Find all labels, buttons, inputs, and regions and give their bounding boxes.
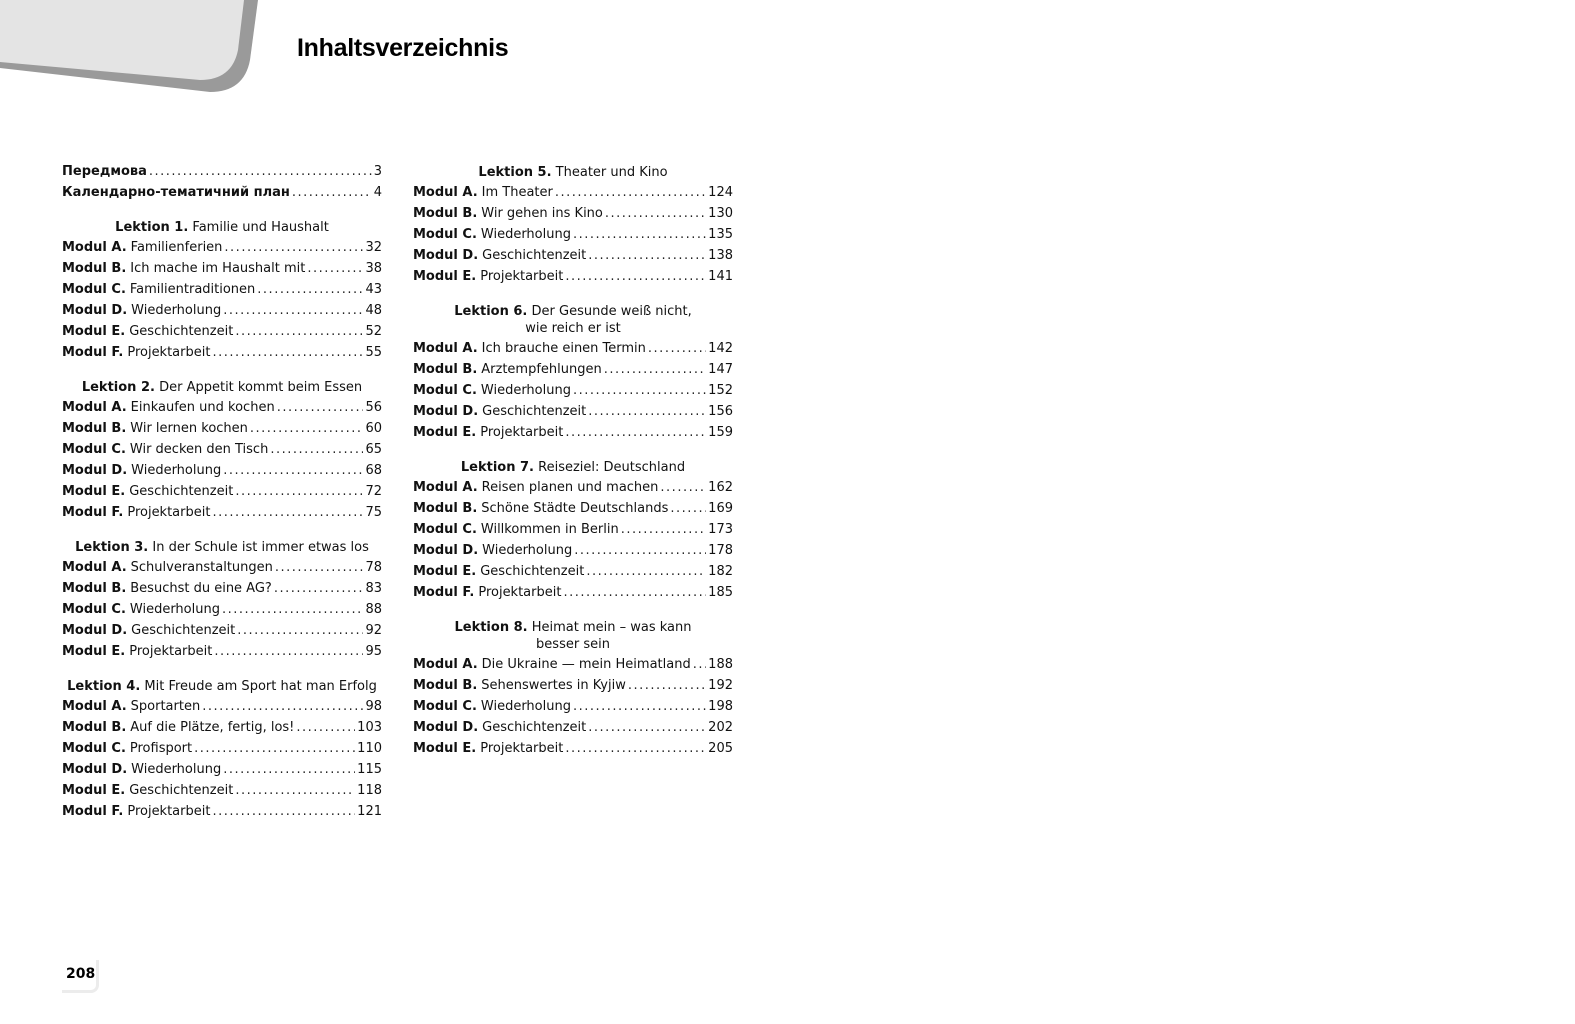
toc-entry-module[interactable] bbox=[62, 581, 382, 602]
module-label: Modul F. bbox=[413, 585, 475, 600]
module-label: Modul D. bbox=[413, 543, 479, 558]
module-page: 88 bbox=[365, 602, 382, 617]
toc-entry-module[interactable] bbox=[413, 480, 733, 501]
module-page: 156 bbox=[708, 404, 733, 419]
toc-entry-module[interactable] bbox=[413, 362, 733, 383]
toc-entry-module[interactable] bbox=[62, 400, 382, 421]
leader-dots bbox=[555, 185, 706, 200]
module-title: Wiederholung bbox=[131, 463, 222, 478]
module-title: Wir decken den Tisch bbox=[129, 442, 269, 457]
leader-dots bbox=[660, 480, 706, 495]
module-label: Modul E. bbox=[62, 324, 126, 339]
module-title: Wir lernen kochen bbox=[130, 421, 248, 436]
module-label: Modul D. bbox=[62, 463, 128, 478]
lektion-title: Theater und Kino bbox=[555, 165, 668, 180]
leader-dots bbox=[586, 564, 706, 579]
toc-entry-module[interactable] bbox=[413, 383, 733, 404]
toc-entry-module[interactable] bbox=[413, 341, 733, 362]
module-page: 202 bbox=[708, 720, 733, 735]
module-label: Modul F. bbox=[62, 505, 124, 520]
module-label: Modul B. bbox=[413, 362, 478, 377]
module-title: Wiederholung bbox=[131, 762, 222, 777]
lektion-label: Lektion 1. bbox=[115, 220, 189, 235]
entry-title: Передмова bbox=[62, 164, 147, 179]
module-title: Geschichtenzeit bbox=[482, 404, 587, 419]
toc-entry-module[interactable] bbox=[413, 425, 733, 446]
leader-dots bbox=[224, 240, 363, 255]
module-label: Modul E. bbox=[413, 741, 477, 756]
module-title: Geschichtenzeit bbox=[482, 720, 587, 735]
lektion-heading[interactable] bbox=[62, 678, 382, 695]
toc-entry-module[interactable] bbox=[413, 741, 733, 762]
module-title: Wiederholung bbox=[480, 699, 571, 714]
lektion-title: Heimat mein – was kann bbox=[531, 620, 692, 635]
entry-page: 4 bbox=[373, 185, 382, 200]
module-label: Modul A. bbox=[62, 400, 127, 415]
module-page: 130 bbox=[708, 206, 733, 221]
module-title: Projektarbeit bbox=[129, 644, 213, 659]
leader-dots bbox=[235, 324, 363, 339]
module-label: Modul B. bbox=[413, 206, 478, 221]
lektion-heading[interactable] bbox=[413, 164, 733, 181]
toc-entry-module[interactable] bbox=[62, 644, 382, 665]
module-title: Projektarbeit bbox=[127, 345, 211, 360]
toc-entry-module[interactable] bbox=[62, 421, 382, 442]
module-label: Modul D. bbox=[413, 248, 479, 263]
lektion-title-line2: besser sein bbox=[536, 637, 610, 652]
module-label: Modul A. bbox=[62, 240, 127, 255]
module-title: Projektarbeit bbox=[478, 585, 562, 600]
toc-entry-module[interactable] bbox=[62, 442, 382, 463]
toc-entry-plan[interactable] bbox=[62, 185, 382, 206]
module-label: Modul E. bbox=[62, 783, 126, 798]
toc-entry-module[interactable] bbox=[62, 324, 382, 345]
module-title: Geschichtenzeit bbox=[480, 564, 585, 579]
lektion-label: Lektion 5. bbox=[478, 165, 552, 180]
leader-dots bbox=[277, 400, 364, 415]
module-page: 121 bbox=[357, 804, 382, 819]
page-title: Inhaltsverzeichnis bbox=[297, 34, 509, 62]
module-page: 169 bbox=[708, 501, 733, 516]
module-label: Modul F. bbox=[62, 804, 124, 819]
module-label: Modul C. bbox=[62, 282, 126, 297]
module-page: 92 bbox=[365, 623, 382, 638]
module-label: Modul B. bbox=[413, 501, 478, 516]
module-title: Projektarbeit bbox=[480, 741, 564, 756]
module-page: 110 bbox=[357, 741, 382, 756]
lektion-label: Lektion 4. bbox=[67, 679, 141, 694]
module-label: Modul C. bbox=[413, 522, 477, 537]
lektion-title: Familie und Haushalt bbox=[192, 220, 329, 235]
module-page: 173 bbox=[708, 522, 733, 537]
leader-dots bbox=[605, 206, 706, 221]
toc-entry-module[interactable] bbox=[413, 501, 733, 522]
module-page: 141 bbox=[708, 269, 733, 284]
leader-dots bbox=[670, 501, 706, 516]
toc-entry-module[interactable] bbox=[413, 185, 733, 206]
module-label: Modul C. bbox=[62, 602, 126, 617]
module-title: Die Ukraine — mein Heimatland bbox=[481, 657, 691, 672]
leader-dots bbox=[222, 602, 363, 617]
leader-dots bbox=[292, 185, 372, 200]
module-page: 68 bbox=[365, 463, 382, 478]
toc-entry-module[interactable] bbox=[413, 522, 733, 543]
toc-entry-module[interactable] bbox=[413, 699, 733, 720]
module-page: 56 bbox=[365, 400, 382, 415]
module-label: Modul D. bbox=[413, 720, 479, 735]
module-page: 115 bbox=[357, 762, 382, 777]
leader-dots bbox=[223, 762, 355, 777]
module-label: Modul C. bbox=[413, 383, 477, 398]
lektion-section bbox=[413, 619, 733, 762]
leader-dots bbox=[574, 543, 706, 558]
lektion-section bbox=[62, 379, 382, 526]
leader-dots bbox=[274, 581, 364, 596]
leader-dots bbox=[628, 678, 706, 693]
module-label: Modul B. bbox=[413, 678, 478, 693]
module-title: Einkaufen und kochen bbox=[130, 400, 275, 415]
toc-entry-module[interactable] bbox=[62, 762, 382, 783]
lektion-heading[interactable] bbox=[413, 619, 733, 653]
toc-entry-module[interactable] bbox=[62, 282, 382, 303]
leader-dots bbox=[194, 741, 355, 756]
leader-dots bbox=[648, 341, 706, 356]
module-title: Wiederholung bbox=[131, 303, 222, 318]
module-label: Modul C. bbox=[62, 741, 126, 756]
lektion-title-line2: wie reich er ist bbox=[525, 321, 621, 336]
module-title: Wiederholung bbox=[480, 227, 571, 242]
leader-dots bbox=[604, 362, 706, 377]
lektion-section bbox=[62, 678, 382, 825]
leader-dots bbox=[149, 164, 372, 179]
module-page: 205 bbox=[708, 741, 733, 756]
module-label: Modul E. bbox=[413, 425, 477, 440]
toc-entry-module[interactable] bbox=[62, 505, 382, 526]
lektion-section bbox=[413, 459, 733, 606]
module-title: Im Theater bbox=[481, 185, 553, 200]
module-page: 138 bbox=[708, 248, 733, 263]
module-page: 103 bbox=[357, 720, 382, 735]
toc-entry-module[interactable] bbox=[413, 720, 733, 741]
leader-dots bbox=[588, 720, 706, 735]
leader-dots bbox=[693, 657, 706, 672]
module-title: Besuchst du eine AG? bbox=[130, 581, 272, 596]
module-title: Arztempfehlungen bbox=[481, 362, 602, 377]
lektion-title: In der Schule ist immer etwas los bbox=[152, 540, 369, 555]
module-title: Wir gehen ins Kino bbox=[481, 206, 603, 221]
module-label: Modul A. bbox=[413, 480, 478, 495]
module-title: Geschichtenzeit bbox=[129, 324, 234, 339]
module-title: Schulveranstaltungen bbox=[130, 560, 273, 575]
module-page: 52 bbox=[365, 324, 382, 339]
module-page: 178 bbox=[708, 543, 733, 558]
module-label: Modul A. bbox=[413, 185, 478, 200]
module-title: Geschichtenzeit bbox=[129, 484, 234, 499]
toc-entry-module[interactable] bbox=[62, 699, 382, 720]
toc-entry-module[interactable] bbox=[413, 404, 733, 425]
toc-entry-module[interactable] bbox=[62, 720, 382, 741]
toc-entry-module[interactable] bbox=[62, 240, 382, 261]
module-page: 182 bbox=[708, 564, 733, 579]
module-label: Modul E. bbox=[413, 269, 477, 284]
entry-title: Календарно-тематичний план bbox=[62, 185, 290, 200]
module-title: Projektarbeit bbox=[480, 425, 564, 440]
module-page: 60 bbox=[365, 421, 382, 436]
module-title: Schöne Städte Deutschlands bbox=[481, 501, 669, 516]
leader-dots bbox=[270, 442, 363, 457]
module-title: Projektarbeit bbox=[480, 269, 564, 284]
module-page: 142 bbox=[708, 341, 733, 356]
module-label: Modul B. bbox=[62, 421, 127, 436]
module-title: Wiederholung bbox=[129, 602, 220, 617]
lektion-title: Mit Freude am Sport hat man Erfolg bbox=[144, 679, 377, 694]
leader-dots bbox=[573, 227, 706, 242]
lektion-label: Lektion 8. bbox=[454, 620, 528, 635]
toc-column-right bbox=[413, 164, 733, 762]
lektion-heading[interactable] bbox=[62, 539, 382, 556]
module-page: 48 bbox=[365, 303, 382, 318]
lektion-label: Lektion 7. bbox=[460, 460, 534, 475]
toc-entry-intro[interactable] bbox=[62, 164, 382, 185]
lektion-section bbox=[413, 303, 733, 446]
lektion-section bbox=[62, 219, 382, 366]
module-title: Wiederholung bbox=[480, 383, 571, 398]
lektion-title: Der Gesunde weiß nicht, bbox=[531, 304, 692, 319]
module-title: Reisen planen und machen bbox=[481, 480, 659, 495]
module-page: 185 bbox=[708, 585, 733, 600]
leader-dots bbox=[235, 783, 355, 798]
module-label: Modul F. bbox=[62, 345, 124, 360]
leader-dots bbox=[588, 248, 706, 263]
corner-tab-decoration bbox=[0, 0, 270, 100]
toc-entry-module[interactable] bbox=[413, 657, 733, 678]
toc-column-left bbox=[62, 164, 382, 825]
module-page: 78 bbox=[365, 560, 382, 575]
module-label: Modul E. bbox=[413, 564, 477, 579]
lektion-heading[interactable] bbox=[62, 379, 382, 396]
leader-dots bbox=[296, 720, 355, 735]
leader-dots bbox=[223, 303, 363, 318]
leader-dots bbox=[214, 644, 363, 659]
leader-dots bbox=[588, 404, 706, 419]
module-label: Modul C. bbox=[413, 227, 477, 242]
toc-entry-module[interactable] bbox=[413, 564, 733, 585]
module-page: 147 bbox=[708, 362, 733, 377]
module-page: 75 bbox=[365, 505, 382, 520]
toc-entry-module[interactable] bbox=[62, 783, 382, 804]
toc-entry-module[interactable] bbox=[413, 248, 733, 269]
module-page: 152 bbox=[708, 383, 733, 398]
toc-entry-module[interactable] bbox=[62, 804, 382, 825]
module-label: Modul D. bbox=[62, 623, 128, 638]
toc-entry-module[interactable] bbox=[62, 623, 382, 644]
module-label: Modul A. bbox=[413, 657, 478, 672]
module-title: Familienferien bbox=[130, 240, 223, 255]
module-label: Modul A. bbox=[62, 560, 127, 575]
toc-entry-module[interactable] bbox=[413, 269, 733, 290]
module-label: Modul C. bbox=[62, 442, 126, 457]
module-label: Modul A. bbox=[62, 699, 127, 714]
module-page: 95 bbox=[365, 644, 382, 659]
leader-dots bbox=[565, 741, 706, 756]
toc-entry-module[interactable] bbox=[413, 543, 733, 564]
toc-entry-module[interactable] bbox=[62, 345, 382, 366]
leader-dots bbox=[212, 345, 363, 360]
toc-entry-module[interactable] bbox=[62, 741, 382, 762]
lektion-section bbox=[62, 539, 382, 665]
module-title: Wiederholung bbox=[482, 543, 573, 558]
lektion-heading[interactable] bbox=[413, 459, 733, 476]
toc-entry-module[interactable] bbox=[413, 585, 733, 606]
toc-entry-module[interactable] bbox=[413, 206, 733, 227]
leader-dots bbox=[307, 261, 363, 276]
module-page: 72 bbox=[365, 484, 382, 499]
lektion-heading[interactable] bbox=[413, 303, 733, 337]
module-title: Willkommen in Berlin bbox=[480, 522, 619, 537]
module-label: Modul D. bbox=[62, 762, 128, 777]
lektion-title: Der Appetit kommt beim Essen bbox=[159, 380, 363, 395]
module-title: Familientraditionen bbox=[129, 282, 256, 297]
module-label: Modul B. bbox=[62, 261, 127, 276]
module-title: Projektarbeit bbox=[127, 505, 211, 520]
toc-entry-module[interactable] bbox=[62, 602, 382, 623]
module-page: 55 bbox=[365, 345, 382, 360]
leader-dots bbox=[223, 463, 363, 478]
lektion-label: Lektion 3. bbox=[75, 540, 149, 555]
module-page: 188 bbox=[708, 657, 733, 672]
leader-dots bbox=[573, 699, 706, 714]
module-title: Sportarten bbox=[130, 699, 201, 714]
module-page: 124 bbox=[708, 185, 733, 200]
module-title: Geschichtenzeit bbox=[129, 783, 234, 798]
module-page: 43 bbox=[365, 282, 382, 297]
leader-dots bbox=[563, 585, 706, 600]
leader-dots bbox=[250, 421, 364, 436]
lektion-heading[interactable] bbox=[62, 219, 382, 236]
toc-entry-module[interactable] bbox=[62, 560, 382, 581]
module-page: 65 bbox=[365, 442, 382, 457]
module-label: Modul A. bbox=[413, 341, 478, 356]
leader-dots bbox=[235, 484, 363, 499]
module-page: 98 bbox=[365, 699, 382, 714]
leader-dots bbox=[237, 623, 363, 638]
leader-dots bbox=[202, 699, 363, 714]
module-title: Geschichtenzeit bbox=[482, 248, 587, 263]
leader-dots bbox=[212, 804, 355, 819]
module-title: Projektarbeit bbox=[127, 804, 211, 819]
lektion-label: Lektion 6. bbox=[454, 304, 528, 319]
module-page: 192 bbox=[708, 678, 733, 693]
toc-entry-module[interactable] bbox=[62, 261, 382, 282]
module-page: 162 bbox=[708, 480, 733, 495]
toc-entry-module[interactable] bbox=[62, 463, 382, 484]
lektion-label: Lektion 2. bbox=[81, 380, 155, 395]
module-label: Modul C. bbox=[413, 699, 477, 714]
toc-entry-module[interactable] bbox=[413, 678, 733, 699]
module-page: 159 bbox=[708, 425, 733, 440]
leader-dots bbox=[565, 269, 706, 284]
module-title: Sehenswertes in Kyjiw bbox=[481, 678, 626, 693]
lektion-section bbox=[413, 164, 733, 290]
module-title: Geschichtenzeit bbox=[131, 623, 236, 638]
module-page: 198 bbox=[708, 699, 733, 714]
module-title: Ich brauche einen Termin bbox=[481, 341, 646, 356]
module-title: Ich mache im Haushalt mit bbox=[130, 261, 306, 276]
toc-entry-module[interactable] bbox=[413, 227, 733, 248]
module-title: Auf die Plätze, fertig, los! bbox=[130, 720, 295, 735]
leader-dots bbox=[212, 505, 363, 520]
module-page: 135 bbox=[708, 227, 733, 242]
leader-dots bbox=[573, 383, 706, 398]
page-number: 208 bbox=[66, 966, 96, 982]
module-label: Modul D. bbox=[413, 404, 479, 419]
module-page: 32 bbox=[365, 240, 382, 255]
toc-entry-module[interactable] bbox=[62, 484, 382, 505]
leader-dots bbox=[257, 282, 363, 297]
module-page: 83 bbox=[365, 581, 382, 596]
module-label: Modul B. bbox=[62, 581, 127, 596]
module-title: Profisport bbox=[129, 741, 193, 756]
leader-dots bbox=[621, 522, 706, 537]
entry-page: 3 bbox=[373, 164, 382, 179]
lektion-title: Reiseziel: Deutschland bbox=[538, 460, 686, 475]
module-page: 118 bbox=[357, 783, 382, 798]
module-label: Modul E. bbox=[62, 644, 126, 659]
module-label: Modul B. bbox=[62, 720, 127, 735]
leader-dots bbox=[565, 425, 706, 440]
toc-entry-module[interactable] bbox=[62, 303, 382, 324]
module-page: 38 bbox=[365, 261, 382, 276]
module-label: Modul E. bbox=[62, 484, 126, 499]
module-label: Modul D. bbox=[62, 303, 128, 318]
leader-dots bbox=[275, 560, 364, 575]
